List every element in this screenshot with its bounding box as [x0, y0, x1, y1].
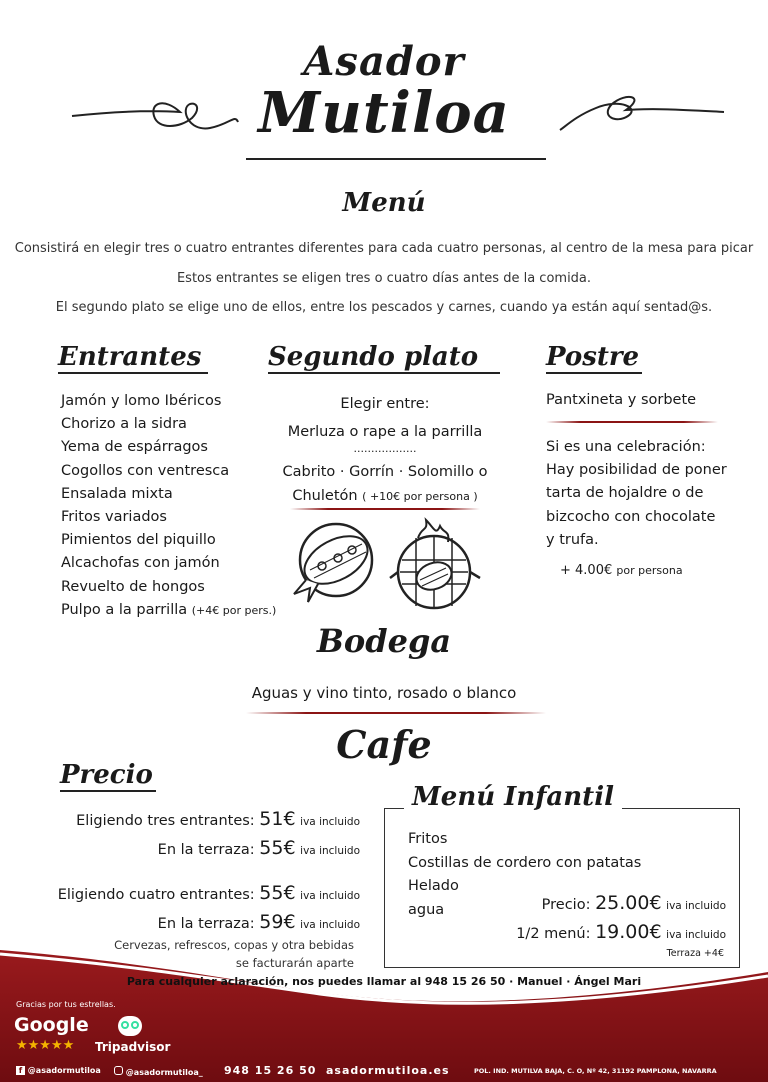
- grilled-fish-icon: [288, 520, 380, 608]
- tripadvisor-logo: Tripadvisor: [95, 1040, 171, 1054]
- infantil-price-label: Precio:: [541, 897, 591, 913]
- segundo-fish: Merluza o rape a la parrilla: [287, 424, 483, 440]
- precio-note-line-2: se facturarán aparte: [235, 956, 354, 970]
- footer-phone[interactable]: 948 15 26 50: [224, 1064, 317, 1077]
- footer-address: POL. IND. MUTILVA BAJA, C. O, Nº 42, 31192 PAMPLONA, NAVARRA: [474, 1067, 717, 1075]
- entrante-item: Fritos variados: [61, 509, 167, 526]
- segundo-choose: Elegir entre:: [340, 396, 430, 412]
- entrante-item: Alcachofas con jamón: [61, 555, 220, 572]
- menu-infantil-title: Menú Infantil: [404, 782, 622, 812]
- precio-iva: iva incluido: [300, 919, 360, 931]
- menu-title: Menú: [342, 188, 426, 218]
- segundo-divider: [290, 508, 480, 510]
- facebook-icon: f: [16, 1066, 25, 1075]
- precio-iva: iva incluido: [300, 890, 360, 902]
- infantil-item: Helado: [408, 878, 459, 894]
- segundo-dots: ..................: [353, 442, 417, 455]
- entrante-item: Pimientos del piquillo: [61, 532, 216, 549]
- infantil-item: agua: [408, 901, 445, 918]
- entrante-item: Revuelto de hongos: [61, 578, 205, 595]
- infantil-prices: [440, 890, 726, 948]
- precio-value: 59€: [259, 911, 296, 933]
- infantil-price-row: [440, 890, 726, 919]
- google-logo: Google: [14, 1014, 89, 1036]
- footer-thanks: Gracias por tus estrellas.: [16, 1000, 116, 1009]
- instagram-text: @asadormutiloa_: [125, 1068, 203, 1077]
- bodega-title: Bodega: [316, 622, 452, 660]
- segundo-meat: Cabrito · Gorrín · Solomillo o: [282, 464, 488, 480]
- segundo-chuleton: Chuletón: [292, 488, 358, 504]
- segundo-underline: [268, 372, 500, 374]
- precio-row: [30, 880, 360, 909]
- celebration-line: Hay posibilidad de poner: [546, 462, 727, 479]
- logo-line-1: Asador: [303, 38, 465, 85]
- google-stars-icon: ★★★★★: [16, 1038, 75, 1053]
- segundo-chuleton-line: [250, 484, 520, 509]
- flourish-right-icon: [556, 90, 726, 140]
- flourish-left-icon: [70, 88, 240, 148]
- precio-value: 55€: [259, 837, 296, 859]
- facebook-handle[interactable]: [16, 1066, 101, 1075]
- celebration-line: tarta de hojaldre o de: [546, 485, 704, 502]
- infantil-half-label: 1/2 menú:: [516, 926, 591, 942]
- entrante-item-label: Pulpo a la parrilla: [61, 601, 188, 618]
- contact-line: Para cualquier aclaración, nos puedes llamar al 948 15 26 50 · Manuel · Ángel Mari: [126, 975, 642, 988]
- infantil-iva: iva incluido: [666, 900, 726, 912]
- precio-label: En la terraza:: [157, 916, 255, 932]
- precio-label: Eligiendo cuatro entrantes:: [57, 887, 255, 903]
- precio-label: Eligiendo tres entrantes:: [76, 813, 255, 829]
- segundo-chuleton-note: ( +10€ por persona ): [362, 490, 478, 503]
- precio-iva: iva incluido: [300, 845, 360, 857]
- grilled-steak-icon: [388, 516, 484, 612]
- postre-extra: [560, 563, 683, 578]
- precio-value: 55€: [259, 882, 296, 904]
- precio-row: [30, 835, 360, 864]
- precio-note-line-1: Cervezas, refrescos, copas y otra bebidas: [114, 938, 354, 952]
- segundo-title: Segundo plato: [268, 342, 479, 372]
- celebration-line: Si es una celebración:: [546, 439, 706, 455]
- infantil-iva: iva incluido: [666, 929, 726, 941]
- entrante-item: Jamón y lomo Ibéricos: [61, 393, 222, 409]
- precio-rows: [30, 806, 360, 938]
- footer-website[interactable]: asadormutiloa.es: [326, 1064, 450, 1077]
- intro-line-1: Consistirá en elegir tres o cuatro entrantes diferentes para cada cuatro personas, al centro de la mesa para picar: [14, 241, 754, 256]
- entrante-item: Chorizo a la sidra: [61, 416, 187, 433]
- postre-title: Postre: [546, 342, 640, 372]
- entrante-item: [61, 599, 291, 622]
- precio-value: 51€: [259, 808, 296, 830]
- header-divider: [246, 158, 546, 160]
- precio-row: [30, 909, 360, 938]
- celebration-line: bizcocho con chocolate: [546, 508, 716, 525]
- infantil-terraza: Terraza +4€: [666, 948, 724, 959]
- precio-iva: iva incluido: [300, 816, 360, 828]
- infantil-half-value: 19.00€: [595, 921, 662, 943]
- postre-extra-unit: por persona: [616, 564, 683, 577]
- tripadvisor-owl-icon: [118, 1016, 142, 1036]
- intro-line-3: El segundo plato se elige uno de ellos, entre los pescados y carnes, cuando ya están aquí sentad@s.: [55, 300, 713, 315]
- facebook-text: @asadormutiloa: [27, 1066, 101, 1075]
- bodega-text: Aguas y vino tinto, rosado o blanco: [251, 684, 517, 702]
- entrante-item: Ensalada mixta: [61, 485, 173, 502]
- postre-celebration: [546, 436, 756, 552]
- precio-underline: [60, 790, 156, 792]
- precio-title: Precio: [60, 760, 153, 790]
- precio-row: [30, 806, 360, 835]
- segundo-block: [250, 392, 520, 509]
- entrantes-underline: [58, 372, 208, 374]
- infantil-item: Costillas de cordero con patatas: [408, 854, 642, 871]
- instagram-handle[interactable]: [114, 1066, 203, 1077]
- entrante-item: Cogollos con ventresca: [61, 462, 230, 479]
- infantil-half-row: [440, 919, 726, 948]
- footer-band: [0, 950, 768, 1082]
- infantil-item: Fritos: [408, 831, 448, 847]
- entrante-item: Yema de espárragos: [61, 439, 208, 456]
- infantil-price-value: 25.00€: [595, 892, 662, 914]
- postre-item: Pantxineta y sorbete: [546, 392, 697, 408]
- intro-line-2: Estos entrantes se eligen tres o cuatro días antes de la comida.: [176, 271, 592, 286]
- postre-divider: [546, 421, 718, 423]
- cafe-title: Cafe: [336, 722, 432, 767]
- precio-label: En la terraza:: [157, 842, 255, 858]
- entrantes-title: Entrantes: [58, 342, 202, 372]
- entrante-item-note: (+4€ por pers.): [191, 603, 277, 617]
- logo-line-2: Mutiloa: [258, 80, 510, 146]
- instagram-icon: [114, 1066, 123, 1075]
- postre-underline: [546, 372, 642, 374]
- postre-extra-price: + 4.00€: [560, 563, 613, 578]
- celebration-line: y trufa.: [546, 531, 599, 548]
- bodega-divider: [246, 712, 546, 714]
